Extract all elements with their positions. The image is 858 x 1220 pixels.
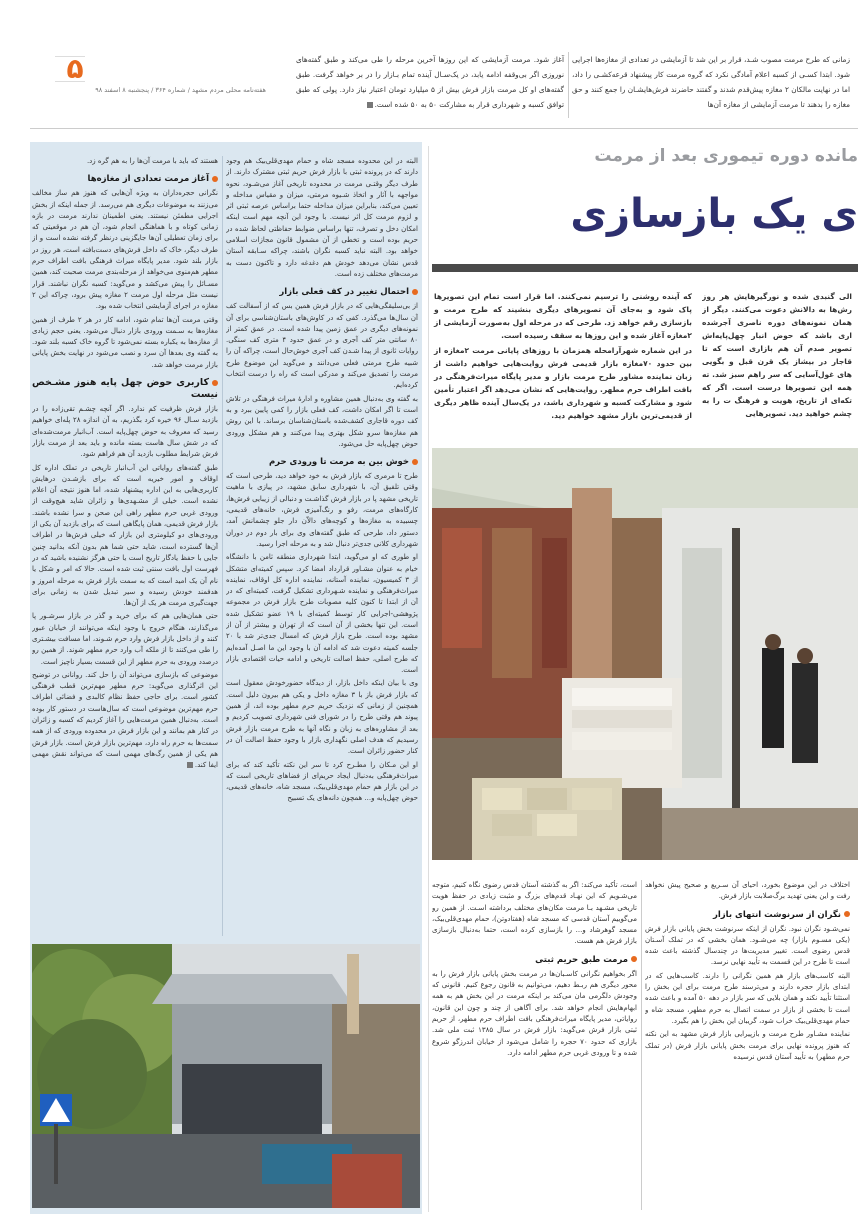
lead-column-right: الی گنبدی شده و نورگیرهایش هر روز رش‌ها به دالانش دعوت می‌کنند. دیگر از همان نمونه‌های دوره ناصری آجرشده اری باشد که حوض انبار چهل‌پایه‌اش تصویر صدم آن هم بازاری است که تا قاجار در بیشاز یک قرن قبل و بگویی های غول‌آسایی که سر راهم سبز شد. ته همه این تصویرها درست است. اگر که تکه‌ای از تاریخ، هویت و فرهنگ ت را به چشم خواهید دید. تصویرهایی	[702, 292, 852, 418]
orange-bullet-icon	[631, 956, 637, 962]
bazaar-entrance-photo	[32, 944, 420, 1208]
article-title: ی یک بازسازی	[570, 191, 858, 237]
top-column-right: زمانی که طرح مرمت مصوب شـد، قرار بر این شد تا آزمایشی در تعدادی از مغازه‌ها اجرایی شود. ابتدا کسـی از کسبه اعلام آمادگی نکرد که گروه مرمت کار پیشنهاد قرعه‌کشـی را داد، اما در نهایت مالکان ۲ مغازه پیش‌قدم شدند و گفتند حاضرند فرش‌هایشـان را جمع کنند و حق مغازه را بدهند تا مرمت آزمایشی از مغازه آن‌ها	[572, 55, 850, 109]
section-heading: نگران از سرنوشت انتهای بازار	[712, 909, 841, 920]
lead-column-left: که آینده روشنی را ترسیم نمی‌کنند. اما قرار است تمام این تصویرها پاک شود و به‌جای آن تصویرهای دیگری بنشیند که طرح مرمت و بازسازی رقم خواهد زد. طرحی که در مرحله اول به‌صورت آزمایشی از ۲مغازه آغاز شده و این روزها به سقف رسیده است. در این شماره شهرآرامحله همزمان با روزهای پایانی مرمت ۲مغازه از بین حدود ۷۰مغازه بازار قدیمی فرش روایت‌هایی خواهیم داشت از زبان نماینده مشاور طرح مرمت بازار و مدیر پایگاه میراث‌فرهنگی در بافت اطراف حرم مطهر. روایت‌هایی که نشان می‌دهد اگر اعتبار تأمین شود و مشارکت کسبه و شهرداری باشد، در یک‌سال آینده ظاهر دیگری از قدیمی‌ترین بازار مشهد خواهیم دید.	[434, 292, 692, 420]
top-column-left: آغاز شود. مرمت آزمایشی که این روزها آخرین مرحله را طی می‌کند و طبق گفته‌های نوروزی اگر بی‌وقفه ادامه یابد، در یک‌سـال آینده تمام بـازار را در بر خواهد گرفت. طبق گفته‌های او کل مرمت بازار فرش بیش از ۵ میلیارد تومان اعتبار نیاز دارد. پولی که طبق توافق کسبه و شهرداری قرار به مشارکت ۵۰ به ۵۰ شده است.	[296, 55, 564, 109]
panel-column-right: هستند که باید با مرمت آن‌ها را به هم گره زد. آغاز مرمت تعدادی از مغازه‌ها نگرانی حجره‌داران به ویژه آن‌هایی که هنوز هم ساز مخالف می‌زنند به موضوعات دیگری هم می‌رسد. از جمله اینکه از بخش اجرایی مطمئن نیستند. یعنی اطمینان ندارند مرمت در بازه زمانی کوتاه و با هماهنگی انجام شود، آن هم در موقعیتی که برای زمان تعطیلی آن‌ها جایگزینی درنظر گرفته نشده است و از طرف دیگر، خاک که داخل فرش‌های دست‌بافته است، هر روز در بازار بلند شود. مدیر پایگاه میراث فرهنگی بافت اطراف حرم مطهر هم‌منوی می‌خواهد از مرحله‌بندی مرمت صحبت کند، همین مسـائل را پیش می‌کشد و می‌گوید: کسبه نگران نباشند. قرار نیست مثل مرحله اول مرمت ۲ مغازه پیش برود، چراکه این ۲ مغازه در اجرای آزمایشی انتخاب شده بود. وقتی مرمت آن‌ها تمام شود، ادامه کار در هر ۲ طرف از همین مغازه‌ها به سـمت ورودی بازار دنبال می‌شود. یعنی حجم زیادی از مغازه‌ها به یکباره بسته نمی‌شود تا گروه خاک کسبه بلند شود. به گفته وی بعدها آن سرد و نصب می‌شود در نهایت بخش پایانی بازار مرمت خواهد شد. کاربری حوض چهل پایه هنوز مشـخص نیست بازار فرش ظرفیت کم ندارد. اگر آنچه چشـم تقی‌زاده را در بازدید سـال ۹۶ خیره کرد بگذریم، به آن‌ اندازه ۲۸ پله‌ای خواهیم رسید که معروف به حوض چهل‌پایه است. آب‌انبار مرمت‌شده‌ای که در شش سال هاست بسته مانده و باید بعد از مرمت بازار فرش شرایط مطلوب بازدید آن هم فراهم شود. طبق گفته‌های روایاتی این آب‌انبار تاریخی در تملک اداره کل اوقاف و امور خیریه است که برای بازشـدن درهایش کاربری‌هایی به این اداره پیشنهاد شده، اما هنوز نتیجه آن اعلام نشده است. خیلی از مشـهدی‌ها و زائران شاید هیچ‌وقت از ورودی غربی حرم مطهر راهی این صحن و سرا نشده باشند. بازار فرش قدیمی، همان پایگاهی است که برای بازدید آن یکی از ورودی‌های دو کیلومتری این بازار که خیلی فرش‌ها در اطراف آن‌ها گسترده است، شاید حتی شما هم بدون آنکه بدانید چنین جایی با حفظ یادگار تاریخ است یا حتی هرگز نشنیده باشید که در فهرست اول بافت سنتی ثبت شده است. حالا که امر و شکل یا نام آن یک امید است که به سمت بازار فرش به مرحله امروز و هدفمند خودش رسیده و سیر تبدیل شدن به زمانی برای جهت‌گیری مرمت هر یک از آن‌ها. حتی همان‌هایی هم که برای خرید و گذر در بازار سرشـور پا می‌گذارند، هنگام خروج با وجود اینکه می‌توانند از خیابان عبور کنند و از داخل بازار فرش وارد حرم شـوند، اما مسافت بیشـتری را طی می‌کنند تا از ملکه آب وارد حرم مطهر شوند. از همین رو درصدد ورودی به حرم مطهر از این قسمت بسیار ناچیز است. موضوعی که بازسازی می‌تواند آن را حل کند. روانانی در توضیح این اثرگذاری می‌گوید: حرم مطهر مهم‌ترین قطب فرهنگی کشور است. برای حاجی حفظ نظام کالبدی و فضائی اطراف حرم مهم‌ترین موضوعی است که سال‌هاست در دستور کار بوده است. به‌دنبال همین مرمت‌هایی را آغاز کردیم که کسبه و زائران در کنار هم بمانند و این بازار فرش در محدوده ورودی که از همه سمت‌ها به حرم راه دارد، مهم‌ترین بازار فرش است. بازار فرش هم یکی از همین رگ‌های مهمی است که می‌تواند نقش مهمی ایفا کند.	[32, 157, 218, 770]
section-heading: خوش بین به مرمت تا ورودی حرم	[268, 457, 409, 468]
section-heading: احتمال تغییر در کف فعلی بازار	[279, 287, 409, 298]
section-heading: کاربری حوض چهل پایه هنوز مشـخص نیست	[32, 377, 218, 401]
orange-bullet-icon	[412, 289, 418, 295]
article-column-c: است، تأکید می‌کند: اگر به گذشته آستان قدس رضوی نگاه کنیم، متوجه می‌شـویم که این نهـاد قدم‌های بزرگ و مثبت زیادی در حفظ هویت تاریخی مشـهد بـا مرمت مکان‌های مختلف برداشته اسـت. از همین رو می‌گوییم آستان قدسی که مسجد شاه (هفتادوتن)، حمام مهدی‌قلی‌بیک، مسجد گوهرشاد و... را بازسازی کرده است، حتما به‌دنبال بازسازی بازار فرش هم هست. مرمت طبق حریم ثبتی اگر بخواهیم نگرانی کاسـبان‌ها در مرمت بخش پایانی بازار فرش را به محور دیگری هم ربـط دهیم، می‌توانیم به قانون رجوع کنیم. قانونی که وجودش دلگرمی مان می‌کند بر اینکه مرمت در این بخش هم به همه ابهام‌هایش انجام خواهد شد. برای آگاهی از چند و چون این قانون، روایاتی، مدیر پایگاه میراث‌فرهنگی بافت اطراف حرم مطهر، از حریم ثبتی بازار فرش می‌گوید: بازار فرش در سال ۱۳۸۵ ثبت ملی شد. بازاری که حدود ۷۰ حجره را شامل می‌شود از خیابان اندرزگو شروع شده و تا ورودی غربی حرم مطهر ادامه دارد.	[432, 881, 637, 1057]
bazaar-interior-illustration	[432, 448, 858, 860]
page-number-rules	[55, 56, 85, 82]
end-mark-icon	[187, 762, 193, 768]
article-column-d: اختلاف در این موضوع بخورد، احیای آن سـریع و صحیح پیش نخواهد رفت و این یعنی تهدید برگ‌صلابت بازار فرش. نگران از سرنوشت انتهای بازار نمی‌شـود نگران نبود. نگران از اینکه سرنوشت بخش پایانی بازار فرش (یکی مسـوم بازار) چه می‌شـود. همان بخشی که در تملک آسـتان قدس رضوی است. تغییر مدیریت‌ها در چندسال گذشته باعث شده است تا طرح در این قسمت به تأیید نهایی نرسد. البته کاسب‌های بازار هم همین نگرانی را دارند. کاسب‌هایی که در ابتدای بازار حجره دارند و می‌ترسند طرح مرمت برای این بخش را استثنا تأیید نکند و همان بلایی که سر بازار در دهه ۵۰ آمده و باعث شده است تا بخشی از بازار در سمت اتصال به حرم مطهر، مسجد شاه و حمام مهدی‌قلی‌بیک خراب شود، گریبان این بخش را هم بگیرد. نماینده مشـاور طرح مرمت و بازپیرایی بازار فرش مشهد به این نکته که هنوز پرونده نهایی برای مرمت بخش پایانی بازار فرش (در تملک حرم مطهر) به تأیید آستان قدس نرسیده	[645, 881, 850, 1061]
panel-column-left: البته در این محدوده مسجد شاه و حمام مهدی‌قلی‌بیک هم وجود دارند که در پرونده ثبتی با بازار فرش حریم ثبتی مشترک دارند. از طرف دیگر وقتـی مرمت در محدوده تاریخی آغاز می‌شـود، نحوه مواجهه با آثار و اتخاذ شـیوه مرمتی، میزان و مقیاس مداخله و تعیین می‌کند، بنابراین میزان مداخله حتما براساس عرصه ثبتی اثر و لزوم مرمت کل اثر نیست. با وجود این آنچه مهم است اینکه امکان دخل و تصرف، تنها براساس ضوابط حفاظتی لحاظ شده در حریم بوده است و تخطی از آن مشمول قانون مجازات اسلامی خواهد بود. البته نباید کسبه نگران باشند، چراکه سـابقه آستان قدس نشان می‌دهد خودش هم دغدغه دارد و تاکنون دست به مرمت‌های مختلف زده است. احتمال تغییر در کف فعلی بازار از بی‌سلیقگی‌هایی که در بازار فرش همین بس که از آسفالت کف آن سال‌ها می‌گذرد. کفی که در کاوش‌های باستان‌شناسی برای آن نمونه‌های دیگری در عمق زمین پیدا شده است. در عمق کمتر از ۸۰ سانتی متر کف آجری و در عمق حدود ۴ متری کف سنگی. روایات ثانوی از پیدا شـدن کف آجری خوش‌حال است، چراکه آن را شبیه طرح مرمتی فعلی می‌دانند و می‌گوید این موضوع طرح مرمت را تصدیق می‌کند و مدرکی است که راه را درست انتخاب کرده‌ایم. به گفته وی به‌دنبال همین مشاوره و ادارۀ میراث فرهنگی در تلاش است تا اگر امکان داشت، کف فعلی بازار را کمی پایین ببرد و به کف دوره قاجاری کشف‌شده باستان‌شناسان برساند. با این روش هم مغازه‌ها سرو شکل بهتری پیدا می‌کنند و هم مشکل ورودی حوض چهل‌پایه حل می‌شود. خوش بین به مرمت تا ورودی حرم طرح تا مرمری که بازار فرش به خود خواهد دید، طرحی است که وقتی تلفیق آن، با شهرداری سابق مشهد، در پیازی با ماهیت تاریخی مشهد پا در بازار فرش گذاشـت و دنبالی از زیبایی فرش‌ها، کارگاه‌های مرمت، رفو و رنگ‌آمیزی فرش، خانه‌های قدیمی، چسبیده به مغازه‌ها و کوچه‌های دالاّن دار جلو چشمانش آمد، دستور داد، طرحی که طبق گفته‌های وی برای بار دوم در دوران شهرداری کلانی جدی‌تر دنبال شد و به مرحله اجرا رسید. او طوری که او می‌گوید، ابتدا شهرداری منطقه ثامن با دانشگاه خیام به عنوان مشـاور قرارداد امضا کرد. سپس کمیته‌ای متشکل از ۳ کمیسیون، نماینده آستانه، نماینده اداره کل اوقاف، نماینده میراث‌فرهنگی و نماینده شـهرداری تشکیل گرفت، کمیته‌ای که در آن از ابتدا تا کنون کلیه مصوبات طرح بازار فرش در مجموعه پژوهشی-اجرایی کار توسط کمیته‌ای با ۱۹ عضو تشکیل شده است. این تنها بخشی از آن است که از تهران و بیشتر از آن از مشهد بوده است. طرح بازار فرش که امسال جدی‌تر شد با ۲۰ جلسه کمیته دعوت شد که ادامه آن با وجود این ما اصـل آمده‌ایم که طرح اصلی، حفظ اصالت تاریخی و ادامه حیات اقتصادی بازار است. وی با بیان اینکه داخل بازار، از دیدگاه حضورخودش معقول است که بازار فرش باز با ۳ مغازه داخل و یکی هم بیرون دلیل است. همچنین از زمانی که نزدیک حریم حرم مطهر بوده اند، از همین پیوند هم وقتی طرح را در شورای فنی شهرداری تصویب کردیم و بعد از مشاوره‌های به زبان و نگاه آنها به طرح مرمت بازار فرش رسیدیم که هدف اصلی نگهداری بازار با وجود حفظ اصالت آن در کنار حضور زائران است. او این مـکان را مطـرح کرد تا سر این نکته تأکید کند که برای میراث‌فرهنگی به‌دنبال ایجاد حریم‌ای از فضاهای تاریخی است که در این بازار هم حمام مهدی‌قلی‌بیک، مسجد شاه، خانه‌های قدیمی، حوض چهل‌پایه و... همچون دانه‌های یک تسبیح	[226, 157, 418, 803]
bazaar-renovation-photo	[432, 448, 858, 860]
orange-bullet-icon	[844, 911, 850, 917]
orange-bullet-icon	[212, 176, 218, 182]
end-mark-icon	[367, 102, 373, 108]
section-heading: آغاز مرمت تعدادی از مغازه‌ها	[87, 174, 209, 185]
article-subtitle: مانده دوره تیموری بعد از مرمت	[594, 146, 858, 166]
section-heading: مرمت طبق حریم ثبتی	[535, 954, 628, 965]
orange-bullet-icon	[412, 459, 418, 465]
title-bar	[432, 264, 858, 272]
masthead: هفته‌نامه محلی مردم مشهد / شماره ۳۶۴ / پنجشنبه ۸ اسفند ۹۸	[95, 86, 266, 94]
street-scene-illustration	[32, 944, 420, 1208]
page-number: ۵	[66, 52, 84, 85]
header-divider	[30, 128, 858, 129]
orange-bullet-icon	[212, 380, 218, 386]
